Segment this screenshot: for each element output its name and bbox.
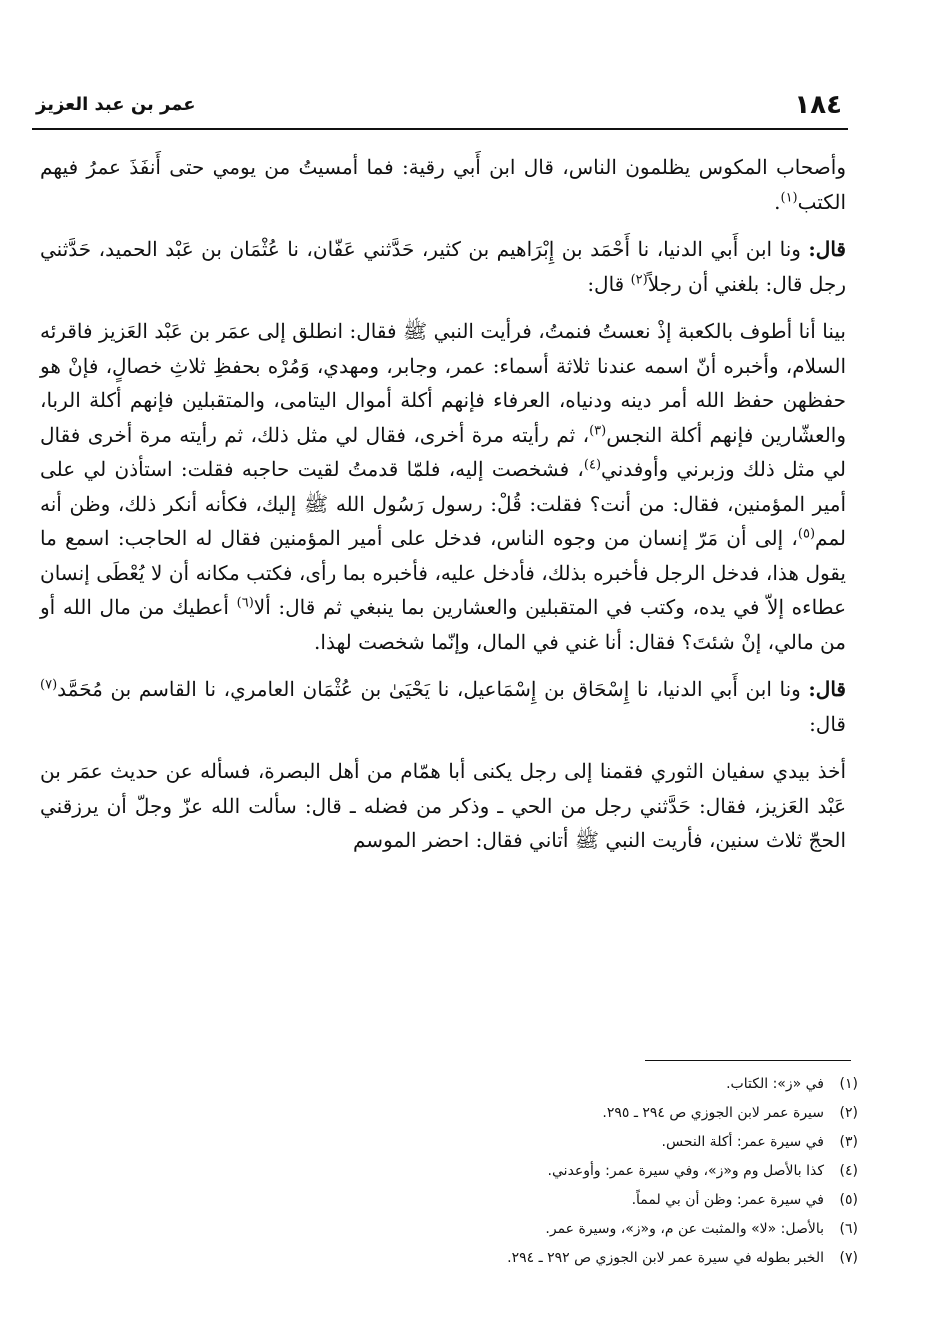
footnote-text: في سيرة عمر: أكلة النحس.	[661, 1134, 824, 1150]
paragraph-text: ونا ابن أَبي الدنيا، نا إِسْحَاق بن إِسْمَاعيل، نا يَحْيَىٰ بن عُثْمَان العامري، نا القاسم بن مُحَمَّد	[57, 677, 809, 701]
footnote-ref: (٣)	[589, 422, 607, 438]
paragraph-lead: قال:	[808, 237, 846, 261]
footnote-ref: (٤)	[583, 457, 602, 473]
paragraph-tail: .	[774, 189, 781, 214]
paragraph-text: أخذ بيدي سفيان الثوري فقمنا إلى رجل يكنى أبا همّام من أهل البصرة، فسأله عن حديث عمَر بن عَبْد العَزيز، فقال: حَدَّثني رجل من الحي ـ وذكر من فضله ـ قال: سألت الله عزّ وجلّ أن يرزقني الحجّ ثلاث سنين، فأريت النبي ﷺ أتاني فقال: احضر الموسم	[40, 759, 847, 852]
paragraph-tail: ، إلى أن مَرّ إنسان من وجوه الناس، فدخل على أمير المؤمنين فقال له الحاجب: اسمع ما يقول هذا، فدخل الرجل فأخبره بذلك، فأدخل عليه، فأخبره بما رأى، فكتب مكانه أن لا يُعْطَى إنسان عطاءه إلاّ في يده، وكتب في المتقبلين والعشارين بما ينبغي ثم قال: ألا	[40, 526, 846, 619]
paragraph-tail: ، فشخصت إليه، فلمّا قدمتُ لقيت حاجبه فقلت: استأذن لي على أمير المؤمنين، فقال: من أنت؟ فقلت: قُلْ: رسول رَسُول الله ﷺ إليك، فكأنه أنكر ذلك، وظن أنه لمم	[40, 457, 846, 550]
footnote-number: (٣)	[839, 1134, 858, 1150]
paragraph-1	[40, 150, 846, 219]
footnote-divider	[645, 1060, 851, 1061]
footnote-item	[380, 1215, 858, 1244]
paragraph-tail: ، ثم رأيته مرة أخرى، فقال لي مثل ذلك، ثم رأيته مرة أخرى فقال لي مثل ذلك وزبرني وأوفدني	[40, 422, 846, 481]
footnote-text: في «ز»: الكتاب.	[726, 1076, 824, 1092]
footnote-ref: (٧)	[40, 677, 58, 693]
footnote-item	[380, 1070, 858, 1099]
footnote-number: (١)	[839, 1076, 858, 1092]
footnotes	[380, 1070, 858, 1273]
paragraph-text: وأصحاب المكوس يظلمون الناس، قال ابن أَبي رقية: فما أمسيتُ من يومي حتى أَنفَذَ عمرُ فيهم الكتب	[40, 155, 846, 214]
page-header	[32, 88, 848, 130]
footnote-number: (٧)	[839, 1250, 858, 1266]
paragraph-tail: أعطيك من مال الله أو من مالي، إنْ شئتَ؟ فقال: أنا غني في المال، وإنّما شخصت لهذا.	[40, 595, 846, 654]
main-text	[40, 150, 846, 858]
footnote-text: سيرة عمر لابن الجوزي ص ٢٩٤ ـ ٢٩٥.	[602, 1105, 824, 1121]
page-number: ١٨٤	[794, 90, 842, 120]
paragraph-lead: قال:	[808, 677, 846, 701]
footnote-item	[380, 1244, 858, 1273]
footnote-ref: (٢)	[630, 271, 648, 287]
footnote-ref: (٦)	[236, 595, 254, 611]
footnote-number: (٢)	[839, 1105, 858, 1121]
paragraph-2	[40, 232, 846, 301]
paragraph-text: بينا أنا أطوف بالكعبة إذْ نعستُ فنمتُ، فرأيت النبي ﷺ فقال: انطلق إلى عمَر بن عَبْد العَزيز فاقرئه السلام، وأخبره أنّ اسمه عندنا ثلاثة أسماء: عمر، وجابر، ومهدي، وَمُرْه بحفظِ ثلاثِ خصالٍ، فإنْ هو حفظهن حفظ الله أمر دينه ودنياه، العرفاء فإنهم أكلة أموال اليتامى، والمتقبلين فإنهم أكلة الربا، والعشّارين فإنهم أكلة النجس	[40, 319, 846, 447]
footnote-item	[380, 1157, 858, 1186]
paragraph-tail: قال:	[587, 271, 631, 296]
paragraph-5	[40, 754, 846, 858]
paragraph-3	[40, 314, 846, 659]
footnote-text: في سيرة عمر: وظن أن بي لمماً.	[631, 1192, 824, 1208]
running-title: عمر بن عبد العزيز	[36, 94, 196, 115]
footnote-number: (٦)	[839, 1221, 858, 1237]
footnote-ref: (١)	[780, 189, 798, 205]
footnote-item	[380, 1186, 858, 1215]
footnote-number: (٤)	[839, 1163, 858, 1179]
footnote-ref: (٥)	[797, 526, 816, 542]
footnote-number: (٥)	[839, 1192, 858, 1208]
paragraph-text: ونا ابن أَبي الدنيا، نا أَحْمَد بن إِبْرَاهيم بن كثير، حَدَّثني عَفّان، نا عُثْمَان بن عَبْد الحميد، حَدَّثني رجل قال: بلغني أن رجلاً	[40, 237, 846, 296]
paragraph-4	[40, 672, 846, 741]
footnote-item	[380, 1128, 858, 1157]
paragraph-tail: قال:	[809, 711, 846, 736]
footnote-text: بالأصل: «لا» والمثبت عن م، و«ز»، وسيرة عمر.	[545, 1221, 824, 1237]
footnote-text: الخبر بطوله في سيرة عمر لابن الجوزي ص ٢٩٢ ـ ٢٩٤.	[507, 1250, 824, 1266]
footnote-text: كذا بالأصل وم و«ز»، وفي سيرة عمر: وأوعدني.	[547, 1163, 824, 1179]
footnote-item	[380, 1099, 858, 1128]
